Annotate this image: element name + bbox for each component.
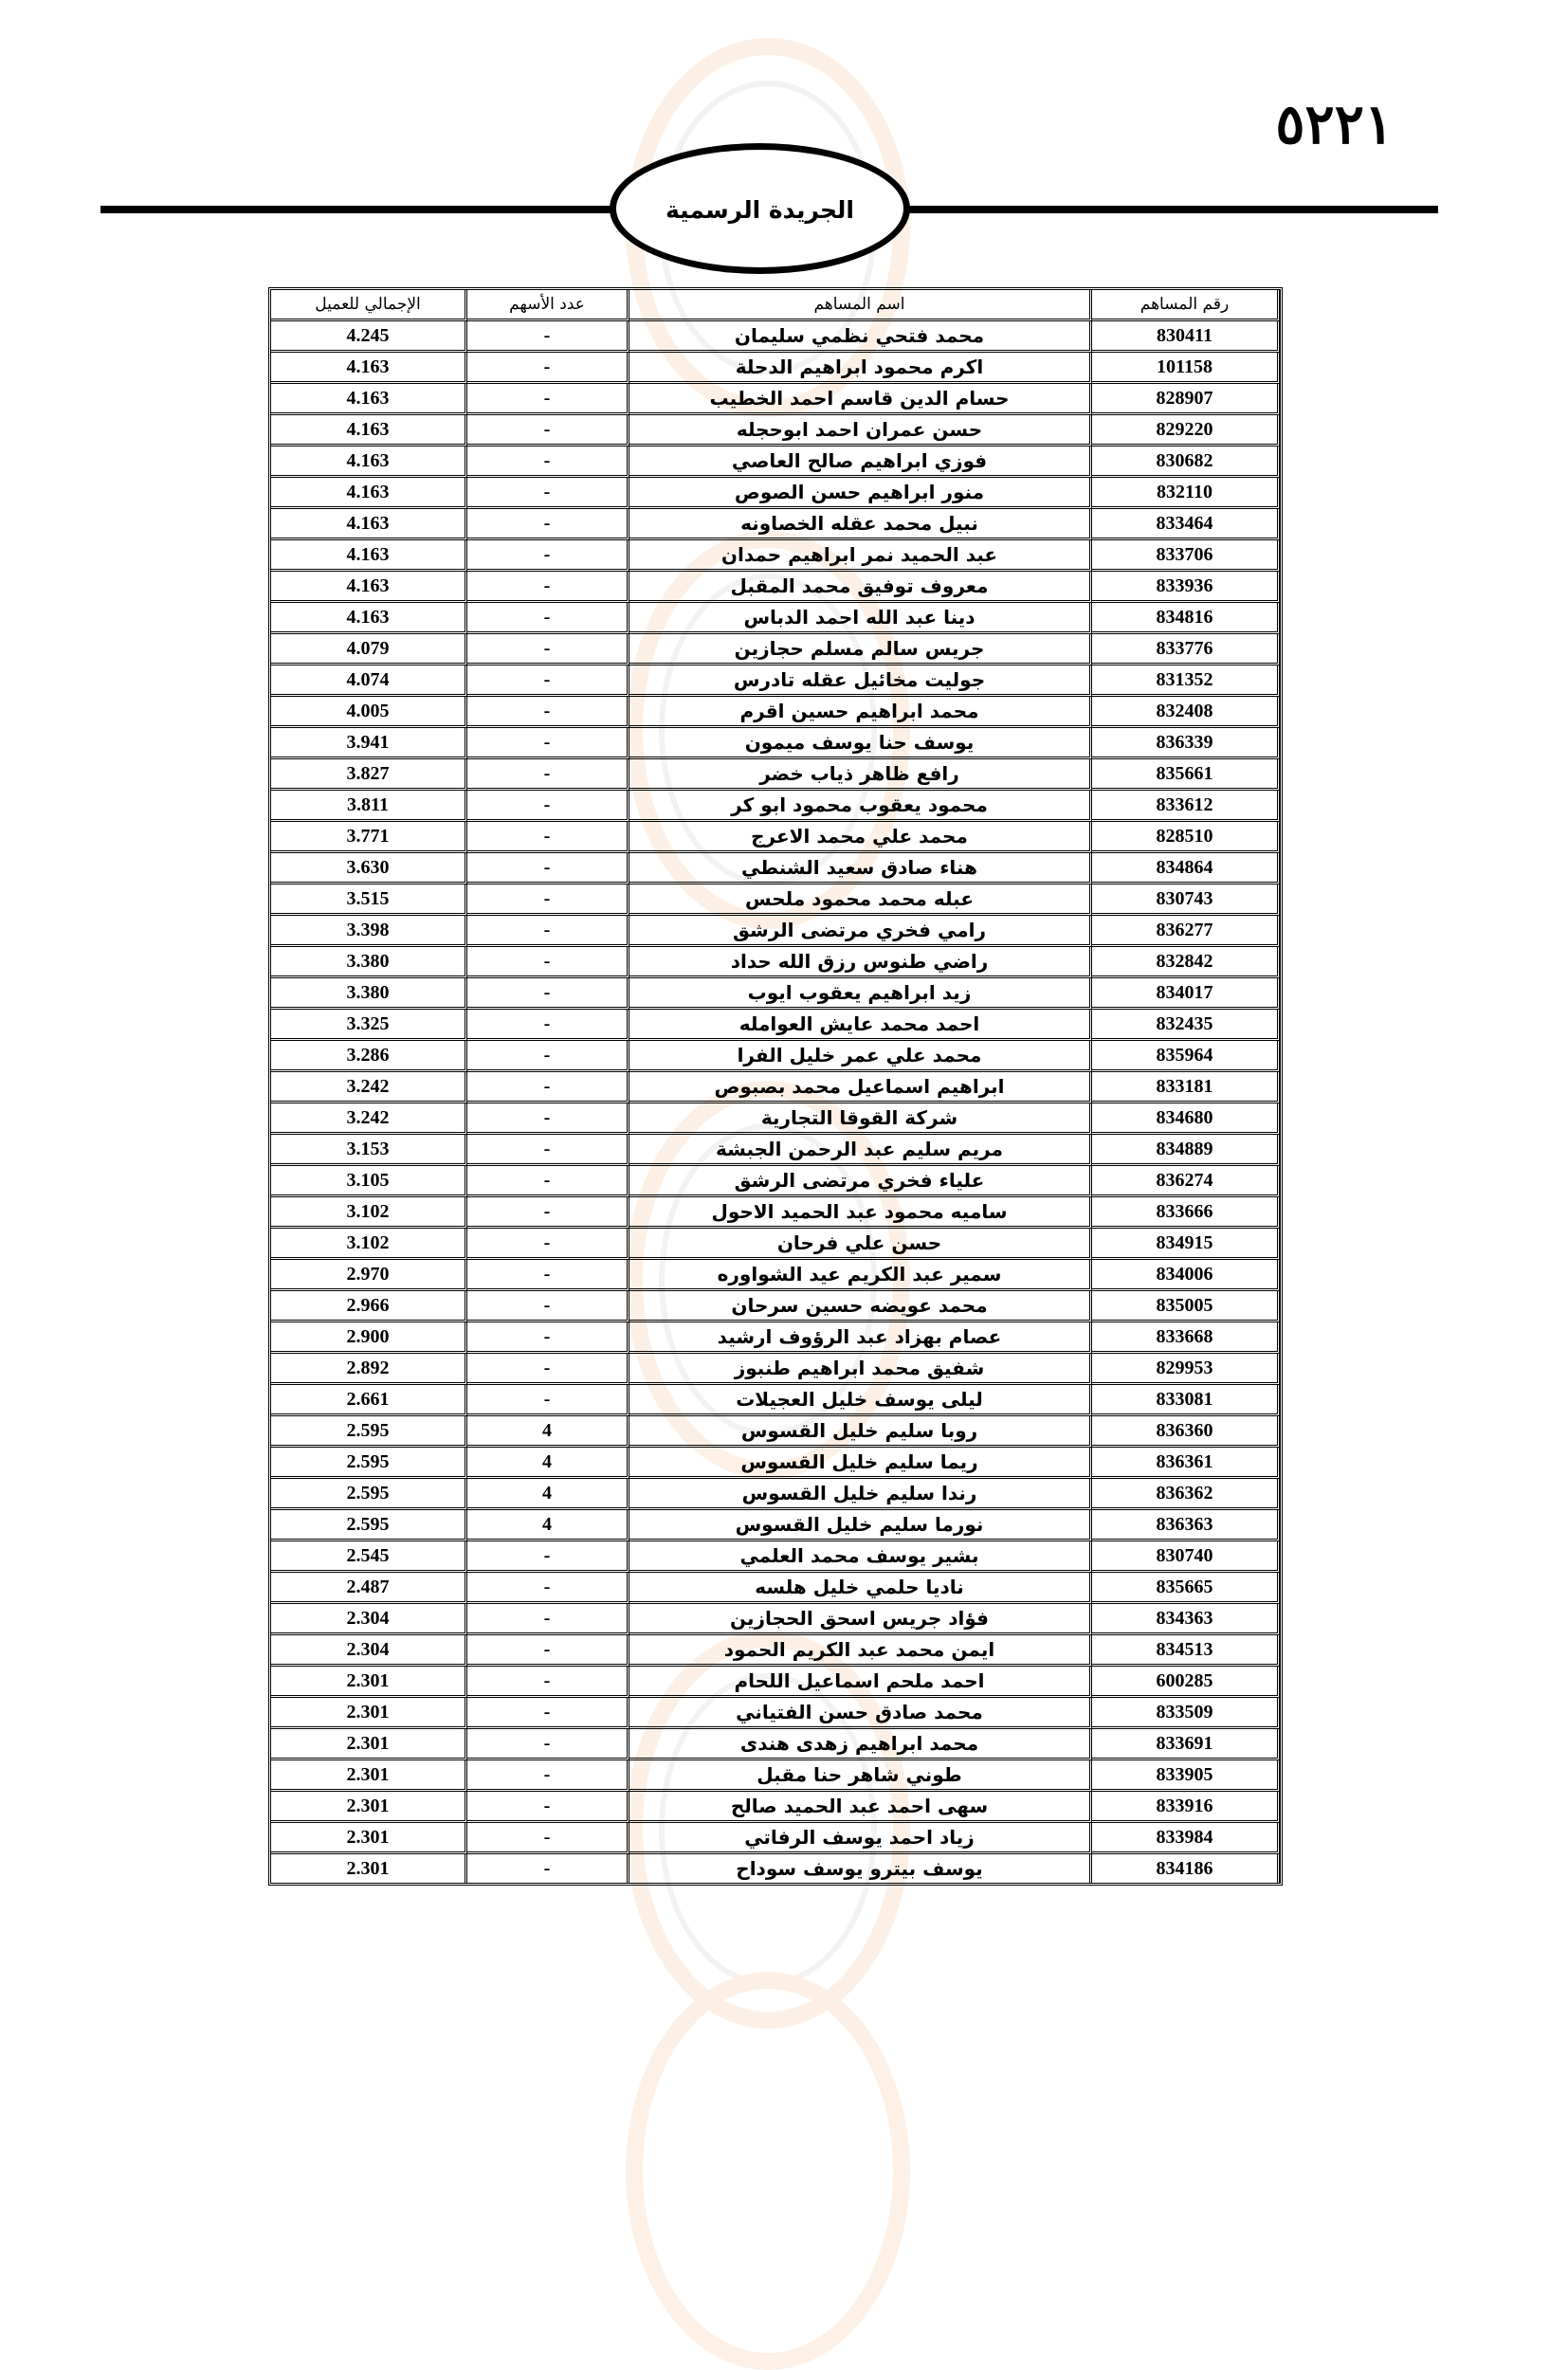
- shareholder-id-cell: 833905: [1092, 1760, 1280, 1792]
- shareholder-id-cell: 834915: [1092, 1229, 1280, 1260]
- share-count-cell: -: [467, 1792, 629, 1823]
- share-count-cell: -: [467, 1604, 629, 1635]
- share-count-cell: -: [467, 1010, 629, 1041]
- shareholder-id-cell: 834017: [1092, 978, 1280, 1010]
- share-count-cell: -: [467, 384, 629, 415]
- shareholder-id-cell: 833668: [1092, 1322, 1280, 1354]
- watermark-clock-icon: [626, 1972, 910, 2370]
- shareholder-id-cell: 833181: [1092, 1072, 1280, 1103]
- table-row: [271, 1479, 1280, 1510]
- client-total-cell: 3.398: [271, 916, 467, 947]
- table-row: [271, 1760, 1280, 1792]
- shareholder-name-cell: ليلى يوسف خليل العجيلات: [629, 1385, 1092, 1416]
- table-row: [271, 572, 1280, 603]
- table-row: [271, 1448, 1280, 1479]
- shareholder-name-cell: محمد ابراهيم حسين اقرم: [629, 697, 1092, 728]
- shareholder-id-cell: 834363: [1092, 1604, 1280, 1635]
- table-row: [271, 822, 1280, 853]
- shareholder-name-cell: يوسف حنا يوسف ميمون: [629, 728, 1092, 759]
- shareholder-id-cell: 836363: [1092, 1510, 1280, 1541]
- table-row: [271, 1010, 1280, 1041]
- share-count-cell: -: [467, 1103, 629, 1135]
- shareholder-id-cell: 832408: [1092, 697, 1280, 728]
- client-total-cell: 2.595: [271, 1416, 467, 1448]
- client-total-cell: 2.661: [271, 1385, 467, 1416]
- client-total-cell: 3.380: [271, 947, 467, 978]
- table-row: [271, 1416, 1280, 1448]
- shareholder-id-cell: 835964: [1092, 1041, 1280, 1072]
- publication-title: الجريدة الرسمية: [665, 195, 855, 224]
- table-row: [271, 1667, 1280, 1698]
- shareholder-name-cell: محمود يعقوب محمود ابو كر: [629, 791, 1092, 822]
- share-count-cell: -: [467, 1635, 629, 1667]
- shareholder-id-cell: 832842: [1092, 947, 1280, 978]
- shareholder-name-cell: فؤاد جريس اسحق الحجازين: [629, 1604, 1092, 1635]
- client-total-cell: 2.595: [271, 1448, 467, 1479]
- share-count-cell: 4: [467, 1416, 629, 1448]
- client-total-cell: 2.970: [271, 1260, 467, 1291]
- client-total-cell: 4.163: [271, 540, 467, 572]
- client-total-cell: 2.966: [271, 1291, 467, 1322]
- client-total-cell: 4.163: [271, 509, 467, 540]
- client-total-cell: 4.163: [271, 478, 467, 509]
- shareholder-name-cell: حسام الدين قاسم احمد الخطيب: [629, 384, 1092, 415]
- share-count-cell: -: [467, 1041, 629, 1072]
- shareholders-table-container: [268, 287, 1277, 1886]
- share-count-cell: -: [467, 665, 629, 697]
- table-row: [271, 1573, 1280, 1604]
- client-total-cell: 3.380: [271, 978, 467, 1010]
- shareholder-name-cell: بشير يوسف محمد العلمي: [629, 1541, 1092, 1573]
- share-count-cell: -: [467, 1698, 629, 1729]
- shareholder-name-cell: شركة القوقا التجارية: [629, 1103, 1092, 1135]
- shareholder-id-cell: 829220: [1092, 415, 1280, 447]
- client-total-cell: 2.900: [271, 1322, 467, 1354]
- client-total-cell: 2.301: [271, 1698, 467, 1729]
- client-total-cell: 3.102: [271, 1197, 467, 1229]
- shareholder-name-cell: محمد فتحي نظمي سليمان: [629, 321, 1092, 353]
- shareholder-id-cell: 835661: [1092, 759, 1280, 791]
- shareholder-id-cell: 835665: [1092, 1573, 1280, 1604]
- table-row: [271, 947, 1280, 978]
- shareholder-name-cell: حسن عمران احمد ابوحجله: [629, 415, 1092, 447]
- shareholder-name-cell: معروف توفيق محمد المقبل: [629, 572, 1092, 603]
- client-total-cell: 3.771: [271, 822, 467, 853]
- shareholder-id-cell: 600285: [1092, 1667, 1280, 1698]
- shareholder-name-cell: هناء صادق سعيد الشنطي: [629, 853, 1092, 884]
- shareholder-id-cell: 836362: [1092, 1479, 1280, 1510]
- header-oval: [610, 143, 910, 274]
- shareholder-id-cell: 830740: [1092, 1541, 1280, 1573]
- share-count-cell: -: [467, 947, 629, 978]
- shareholder-id-cell: 831352: [1092, 665, 1280, 697]
- client-total-cell: 3.102: [271, 1229, 467, 1260]
- table-row: [271, 509, 1280, 540]
- shareholder-name-cell: راضي طنوس رزق الله حداد: [629, 947, 1092, 978]
- client-total-cell: 3.325: [271, 1010, 467, 1041]
- shareholder-id-cell: 832435: [1092, 1010, 1280, 1041]
- table-row: [271, 1854, 1280, 1883]
- client-total-cell: 4.163: [271, 603, 467, 634]
- client-total-cell: 4.005: [271, 697, 467, 728]
- table-row: [271, 540, 1280, 572]
- table-row: [271, 1260, 1280, 1291]
- shareholder-name-cell: نبيل محمد عقله الخصاونه: [629, 509, 1092, 540]
- shareholder-id-cell: 834186: [1092, 1854, 1280, 1883]
- shareholder-name-cell: رندا سليم خليل القسوس: [629, 1479, 1092, 1510]
- client-total-cell: 3.827: [271, 759, 467, 791]
- shareholder-name-cell: شفيق محمد ابراهيم طنبوز: [629, 1354, 1092, 1385]
- client-total-cell: 3.515: [271, 884, 467, 916]
- table-row: [271, 1385, 1280, 1416]
- share-count-cell: -: [467, 447, 629, 478]
- shareholder-name-cell: ناديا حلمي خليل هلسه: [629, 1573, 1092, 1604]
- shareholder-id-cell: 836361: [1092, 1448, 1280, 1479]
- shareholder-name-cell: رافع ظاهر ذياب خضر: [629, 759, 1092, 791]
- shareholder-id-cell: 833464: [1092, 509, 1280, 540]
- client-total-cell: 3.105: [271, 1166, 467, 1197]
- table-row: [271, 1229, 1280, 1260]
- share-count-cell: -: [467, 353, 629, 384]
- page-number: ٥٢٢١: [1275, 92, 1394, 156]
- client-total-cell: 2.301: [271, 1760, 467, 1792]
- shareholder-name-cell: رامي فخري مرتضى الرشق: [629, 916, 1092, 947]
- shareholder-name-cell: محمد ابراهيم زهدى هندى: [629, 1729, 1092, 1760]
- share-count-cell: -: [467, 853, 629, 884]
- shareholder-name-cell: علياء فخري مرتضى الرشق: [629, 1166, 1092, 1197]
- shareholder-id-cell: 830411: [1092, 321, 1280, 353]
- share-count-cell: -: [467, 415, 629, 447]
- table-row: [271, 728, 1280, 759]
- table-row: [271, 1698, 1280, 1729]
- share-count-cell: -: [467, 1573, 629, 1604]
- client-total-cell: 4.163: [271, 415, 467, 447]
- shareholder-name-cell: اكرم محمود ابراهيم الدحلة: [629, 353, 1092, 384]
- share-count-cell: -: [467, 603, 629, 634]
- shareholder-name-cell: سمير عبد الكريم عيد الشواوره: [629, 1260, 1092, 1291]
- shareholder-name-cell: جوليت مخائيل عقله تادرس: [629, 665, 1092, 697]
- shareholder-id-cell: 834006: [1092, 1260, 1280, 1291]
- table-row: [271, 759, 1280, 791]
- share-count-cell: -: [467, 1823, 629, 1854]
- share-count-cell: -: [467, 697, 629, 728]
- share-count-cell: -: [467, 1667, 629, 1698]
- table-row: [271, 478, 1280, 509]
- table-row: [271, 884, 1280, 916]
- share-count-cell: -: [467, 791, 629, 822]
- table-row: [271, 916, 1280, 947]
- shareholder-name-cell: جريس سالم مسلم حجازين: [629, 634, 1092, 665]
- column-header-shareholder-id: رقم المساهم: [1092, 290, 1280, 321]
- table-header-row: [271, 290, 1280, 321]
- client-total-cell: 4.079: [271, 634, 467, 665]
- table-row: [271, 603, 1280, 634]
- shareholder-id-cell: 834680: [1092, 1103, 1280, 1135]
- table-row: [271, 384, 1280, 415]
- client-total-cell: 4.163: [271, 572, 467, 603]
- shareholder-name-cell: مريم سليم عبد الرحمن الجبشة: [629, 1135, 1092, 1166]
- share-count-cell: -: [467, 1135, 629, 1166]
- client-total-cell: 2.595: [271, 1510, 467, 1541]
- client-total-cell: 2.595: [271, 1479, 467, 1510]
- table-row: [271, 697, 1280, 728]
- table-row: [271, 791, 1280, 822]
- share-count-cell: -: [467, 509, 629, 540]
- shareholder-name-cell: حسن علي فرحان: [629, 1229, 1092, 1260]
- shareholder-id-cell: 833776: [1092, 634, 1280, 665]
- client-total-cell: 3.242: [271, 1103, 467, 1135]
- client-total-cell: 2.301: [271, 1823, 467, 1854]
- share-count-cell: 4: [467, 1479, 629, 1510]
- shareholder-id-cell: 834889: [1092, 1135, 1280, 1166]
- shareholder-name-cell: زيد ابراهيم يعقوب ايوب: [629, 978, 1092, 1010]
- client-total-cell: 3.941: [271, 728, 467, 759]
- table-row: [271, 447, 1280, 478]
- share-count-cell: -: [467, 884, 629, 916]
- table-body: [271, 321, 1280, 1883]
- shareholder-name-cell: روبا سليم خليل القسوس: [629, 1416, 1092, 1448]
- shareholder-name-cell: نورما سليم خليل القسوس: [629, 1510, 1092, 1541]
- shareholder-id-cell: 833706: [1092, 540, 1280, 572]
- table-row: [271, 1823, 1280, 1854]
- share-count-cell: -: [467, 540, 629, 572]
- share-count-cell: -: [467, 1354, 629, 1385]
- shareholder-name-cell: ريما سليم خليل القسوس: [629, 1448, 1092, 1479]
- table-row: [271, 1322, 1280, 1354]
- table-row: [271, 1166, 1280, 1197]
- table-row: [271, 1197, 1280, 1229]
- share-count-cell: -: [467, 572, 629, 603]
- shareholder-name-cell: طوني شاهر حنا مقبل: [629, 1760, 1092, 1792]
- table-row: [271, 1041, 1280, 1072]
- table-row: [271, 1792, 1280, 1823]
- table-row: [271, 665, 1280, 697]
- shareholder-id-cell: 834864: [1092, 853, 1280, 884]
- client-total-cell: 2.892: [271, 1354, 467, 1385]
- table-row: [271, 1135, 1280, 1166]
- shareholder-id-cell: 833081: [1092, 1385, 1280, 1416]
- shareholder-id-cell: 834513: [1092, 1635, 1280, 1667]
- share-count-cell: -: [467, 978, 629, 1010]
- shareholder-name-cell: محمد علي محمد الاعرج: [629, 822, 1092, 853]
- shareholder-name-cell: ابراهيم اسماعيل محمد بصبوص: [629, 1072, 1092, 1103]
- shareholder-id-cell: 828510: [1092, 822, 1280, 853]
- share-count-cell: 4: [467, 1448, 629, 1479]
- table-row: [271, 1354, 1280, 1385]
- client-total-cell: 3.286: [271, 1041, 467, 1072]
- client-total-cell: 4.163: [271, 384, 467, 415]
- client-total-cell: 2.301: [271, 1729, 467, 1760]
- table-row: [271, 978, 1280, 1010]
- table-row: [271, 1604, 1280, 1635]
- share-count-cell: -: [467, 1322, 629, 1354]
- shareholder-id-cell: 829953: [1092, 1354, 1280, 1385]
- client-total-cell: 2.301: [271, 1792, 467, 1823]
- client-total-cell: 3.242: [271, 1072, 467, 1103]
- shareholder-name-cell: زياد احمد يوسف الرفاتي: [629, 1823, 1092, 1854]
- share-count-cell: -: [467, 1385, 629, 1416]
- client-total-cell: 4.245: [271, 321, 467, 353]
- shareholders-table: [268, 287, 1283, 1886]
- client-total-cell: 2.304: [271, 1604, 467, 1635]
- table-row: [271, 353, 1280, 384]
- client-total-cell: 4.074: [271, 665, 467, 697]
- share-count-cell: -: [467, 1166, 629, 1197]
- shareholder-id-cell: 836277: [1092, 916, 1280, 947]
- column-header-share-count: عدد الأسهم: [467, 290, 629, 321]
- share-count-cell: -: [467, 1291, 629, 1322]
- client-total-cell: 3.153: [271, 1135, 467, 1166]
- table-row: [271, 1635, 1280, 1667]
- share-count-cell: -: [467, 321, 629, 353]
- shareholder-id-cell: 834816: [1092, 603, 1280, 634]
- shareholder-name-cell: محمد صادق حسن الفتياني: [629, 1698, 1092, 1729]
- table-row: [271, 1103, 1280, 1135]
- client-total-cell: 3.811: [271, 791, 467, 822]
- shareholder-id-cell: 836339: [1092, 728, 1280, 759]
- shareholder-name-cell: محمد عويضه حسين سرحان: [629, 1291, 1092, 1322]
- client-total-cell: 3.630: [271, 853, 467, 884]
- client-total-cell: 4.163: [271, 447, 467, 478]
- share-count-cell: -: [467, 822, 629, 853]
- shareholder-name-cell: عبد الحميد نمر ابراهيم حمدان: [629, 540, 1092, 572]
- shareholder-id-cell: 836360: [1092, 1416, 1280, 1448]
- shareholder-name-cell: ساميه محمود عبد الحميد الاحول: [629, 1197, 1092, 1229]
- client-total-cell: 2.301: [271, 1854, 467, 1883]
- shareholder-id-cell: 833509: [1092, 1698, 1280, 1729]
- shareholder-id-cell: 833984: [1092, 1823, 1280, 1854]
- share-count-cell: -: [467, 1854, 629, 1883]
- share-count-cell: -: [467, 1197, 629, 1229]
- table-row: [271, 1541, 1280, 1573]
- client-total-cell: 2.301: [271, 1667, 467, 1698]
- client-total-cell: 2.545: [271, 1541, 467, 1573]
- shareholder-name-cell: فوزي ابراهيم صالح العاصي: [629, 447, 1092, 478]
- shareholder-name-cell: احمد ملحم اسماعيل اللحام: [629, 1667, 1092, 1698]
- share-count-cell: 4: [467, 1510, 629, 1541]
- shareholder-id-cell: 833936: [1092, 572, 1280, 603]
- column-header-client-total: الإجمالي للعميل: [271, 290, 467, 321]
- shareholder-id-cell: 832110: [1092, 478, 1280, 509]
- share-count-cell: -: [467, 634, 629, 665]
- share-count-cell: -: [467, 1229, 629, 1260]
- shareholder-id-cell: 830682: [1092, 447, 1280, 478]
- share-count-cell: -: [467, 1072, 629, 1103]
- shareholder-name-cell: دينا عبد الله احمد الدباس: [629, 603, 1092, 634]
- share-count-cell: -: [467, 1541, 629, 1573]
- share-count-cell: -: [467, 728, 629, 759]
- share-count-cell: -: [467, 1260, 629, 1291]
- client-total-cell: 2.487: [271, 1573, 467, 1604]
- share-count-cell: -: [467, 1729, 629, 1760]
- shareholder-name-cell: احمد محمد عايش العوامله: [629, 1010, 1092, 1041]
- table-row: [271, 1291, 1280, 1322]
- table-row: [271, 1729, 1280, 1760]
- share-count-cell: -: [467, 1760, 629, 1792]
- shareholder-id-cell: 101158: [1092, 353, 1280, 384]
- table-row: [271, 853, 1280, 884]
- share-count-cell: -: [467, 759, 629, 791]
- shareholder-id-cell: 833666: [1092, 1197, 1280, 1229]
- table-row: [271, 321, 1280, 353]
- shareholder-name-cell: ايمن محمد عبد الكريم الحمود: [629, 1635, 1092, 1667]
- shareholder-name-cell: محمد علي عمر خليل الفرا: [629, 1041, 1092, 1072]
- shareholder-name-cell: عصام بهزاد عبد الرؤوف ارشيد: [629, 1322, 1092, 1354]
- share-count-cell: -: [467, 916, 629, 947]
- shareholder-name-cell: سهى احمد عبد الحميد صالح: [629, 1792, 1092, 1823]
- table-row: [271, 634, 1280, 665]
- shareholder-name-cell: عبله محمد محمود ملحس: [629, 884, 1092, 916]
- shareholder-id-cell: 828907: [1092, 384, 1280, 415]
- column-header-shareholder-name: اسم المساهم: [629, 290, 1092, 321]
- shareholder-id-cell: 835005: [1092, 1291, 1280, 1322]
- shareholder-id-cell: 830743: [1092, 884, 1280, 916]
- shareholder-name-cell: يوسف بيترو يوسف سوداح: [629, 1854, 1092, 1883]
- table-row: [271, 415, 1280, 447]
- shareholder-id-cell: 833916: [1092, 1792, 1280, 1823]
- shareholder-name-cell: منور ابراهيم حسن الصوص: [629, 478, 1092, 509]
- client-total-cell: 4.163: [271, 353, 467, 384]
- client-total-cell: 2.304: [271, 1635, 467, 1667]
- table-row: [271, 1510, 1280, 1541]
- shareholder-id-cell: 833612: [1092, 791, 1280, 822]
- shareholder-id-cell: 833691: [1092, 1729, 1280, 1760]
- share-count-cell: -: [467, 478, 629, 509]
- table-row: [271, 1072, 1280, 1103]
- shareholder-id-cell: 836274: [1092, 1166, 1280, 1197]
